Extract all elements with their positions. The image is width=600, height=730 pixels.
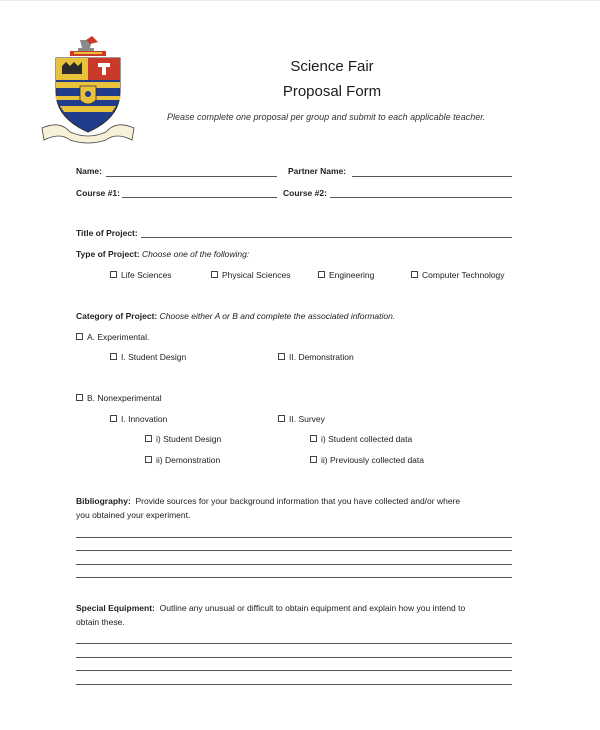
form-instructions: Please complete one proposal per group and submit to each applicable teacher.	[167, 112, 486, 122]
category-heading	[76, 311, 395, 321]
bibliography-answer-line[interactable]	[76, 564, 512, 565]
name-field[interactable]	[106, 176, 277, 177]
option-survey[interactable]: II. Survey	[278, 414, 325, 424]
course1-field[interactable]	[122, 197, 277, 198]
checkbox-icon[interactable]	[411, 271, 418, 278]
bibliography-answer-line[interactable]	[76, 537, 512, 538]
option-innovation-demonstration[interactable]: ii) Demonstration	[145, 455, 220, 465]
course2-field[interactable]	[330, 197, 512, 198]
title-of-project-field[interactable]	[141, 237, 512, 238]
bibliography-section	[76, 494, 516, 522]
bibliography-answer-line[interactable]	[76, 577, 512, 578]
equipment-label: Special Equipment:	[76, 603, 155, 613]
equipment-section	[76, 601, 516, 629]
option-previously-collected-data[interactable]: ii) Previously collected data	[310, 455, 424, 465]
option-life-sciences[interactable]: Life Sciences	[110, 270, 172, 280]
bibliography-label: Bibliography:	[76, 496, 131, 506]
option-engineering[interactable]: Engineering	[318, 270, 374, 280]
checkbox-icon[interactable]	[145, 456, 152, 463]
option-student-design[interactable]: I. Student Design	[110, 352, 186, 362]
type-of-project-heading	[76, 249, 249, 259]
equipment-answer-line[interactable]	[76, 684, 512, 685]
name-label: Name:	[76, 166, 102, 176]
type-of-project-label: Type of Project:	[76, 249, 140, 259]
checkbox-icon[interactable]	[110, 415, 117, 422]
option-experimental[interactable]: A. Experimental.	[76, 332, 149, 342]
equipment-answer-line[interactable]	[76, 657, 512, 658]
course1-label: Course #1:	[76, 188, 120, 198]
category-label: Category of Project:	[76, 311, 158, 321]
equipment-text-1: Outline any unusual or difficult to obtain equipment and explain how you intend to	[159, 603, 466, 613]
option-nonexperimental[interactable]: B. Nonexperimental	[76, 393, 162, 403]
type-of-project-instruction: Choose one of the following:	[139, 249, 250, 259]
form-title-line1: Science Fair	[290, 58, 374, 75]
bibliography-text-1: Provide sources for your background information that you have collected and/or where	[135, 496, 461, 506]
option-innovation[interactable]: I. Innovation	[110, 414, 167, 424]
checkbox-icon[interactable]	[310, 456, 317, 463]
checkbox-icon[interactable]	[110, 271, 117, 278]
option-student-collected-data[interactable]: i) Student collected data	[310, 434, 412, 444]
title-of-project-label: Title of Project:	[76, 228, 138, 238]
bibliography-answer-line[interactable]	[76, 550, 512, 551]
checkbox-icon[interactable]	[76, 333, 83, 340]
partner-name-field[interactable]	[352, 176, 512, 177]
category-instruction: Choose either A or B and complete the associated information.	[157, 311, 396, 321]
checkbox-icon[interactable]	[318, 271, 325, 278]
option-physical-sciences[interactable]: Physical Sciences	[211, 270, 291, 280]
form-title-line2: Proposal Form	[282, 83, 382, 100]
checkbox-icon[interactable]	[145, 435, 152, 442]
page-top-edge	[0, 0, 600, 1]
equipment-text-2: obtain these.	[76, 617, 125, 627]
checkbox-icon[interactable]	[278, 353, 285, 360]
checkbox-icon[interactable]	[310, 435, 317, 442]
option-demonstration[interactable]: II. Demonstration	[278, 352, 354, 362]
option-computer-technology[interactable]: Computer Technology	[411, 270, 505, 280]
checkbox-icon[interactable]	[76, 394, 83, 401]
equipment-answer-line[interactable]	[76, 643, 512, 644]
equipment-answer-line[interactable]	[76, 670, 512, 671]
school-crest-logo	[40, 36, 136, 144]
course2-label: Course #2:	[283, 188, 327, 198]
checkbox-icon[interactable]	[110, 353, 117, 360]
option-innovation-student-design[interactable]: i) Student Design	[145, 434, 221, 444]
checkbox-icon[interactable]	[278, 415, 285, 422]
partner-name-label: Partner Name:	[288, 166, 347, 176]
checkbox-icon[interactable]	[211, 271, 218, 278]
bibliography-text-2: you obtained your experiment.	[76, 510, 191, 520]
